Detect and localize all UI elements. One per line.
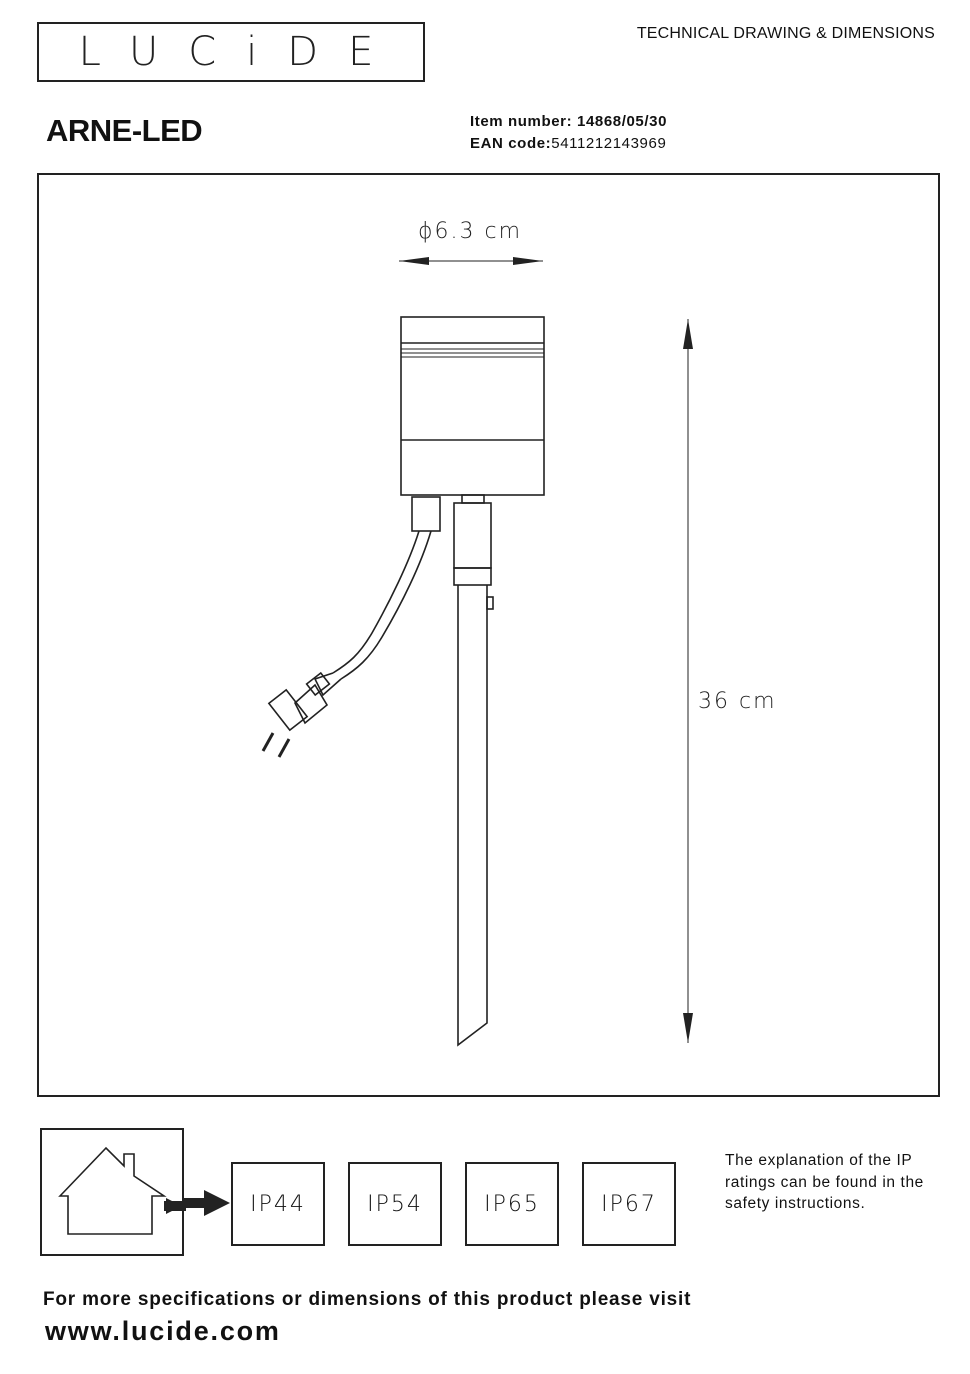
item-number-label: Item number:	[470, 113, 573, 130]
diameter-arrow-right	[513, 257, 543, 265]
height-label: 36 cm	[698, 689, 777, 714]
brand-logo	[37, 22, 425, 82]
item-number	[470, 113, 667, 130]
house-arrow-icon	[42, 1130, 186, 1258]
document-type-label: TECHNICAL DRAWING & DIMENSIONS	[636, 25, 935, 42]
technical-drawing	[37, 173, 940, 1097]
logo-text: LUCiDE	[78, 29, 404, 75]
ip-rating-badge: IP65	[465, 1162, 559, 1246]
ip-rating-badge: IP54	[348, 1162, 442, 1246]
ean-code	[470, 135, 666, 152]
ip-rating-badge: IP44	[231, 1162, 325, 1246]
height-arrow-bottom	[683, 1013, 693, 1043]
website-link[interactable]: www.lucide.com	[45, 1316, 281, 1346]
diameter-label: ϕ6.3 cm	[418, 219, 523, 244]
diameter-arrow-left	[399, 257, 429, 265]
ip-explanation-note: The explanation of the IP ratings can be found in the safety instructions.	[725, 1152, 924, 1212]
power-cable	[263, 497, 440, 757]
ip-rating-badge: IP67	[582, 1162, 676, 1246]
footer-text: For more specifications or dimensions of this product please visit	[43, 1289, 692, 1310]
ean-code-label: EAN code:	[470, 135, 552, 152]
item-number-value: 14868/05/30	[577, 113, 668, 130]
house-icon-box	[40, 1128, 184, 1256]
ean-code-value: 5411212143969	[551, 135, 667, 152]
ground-spike	[454, 495, 493, 1045]
lamp-head	[401, 317, 544, 495]
arrow-icon	[182, 1188, 232, 1218]
product-name: ARNE-LED	[46, 113, 203, 148]
height-arrow-top	[683, 319, 693, 349]
